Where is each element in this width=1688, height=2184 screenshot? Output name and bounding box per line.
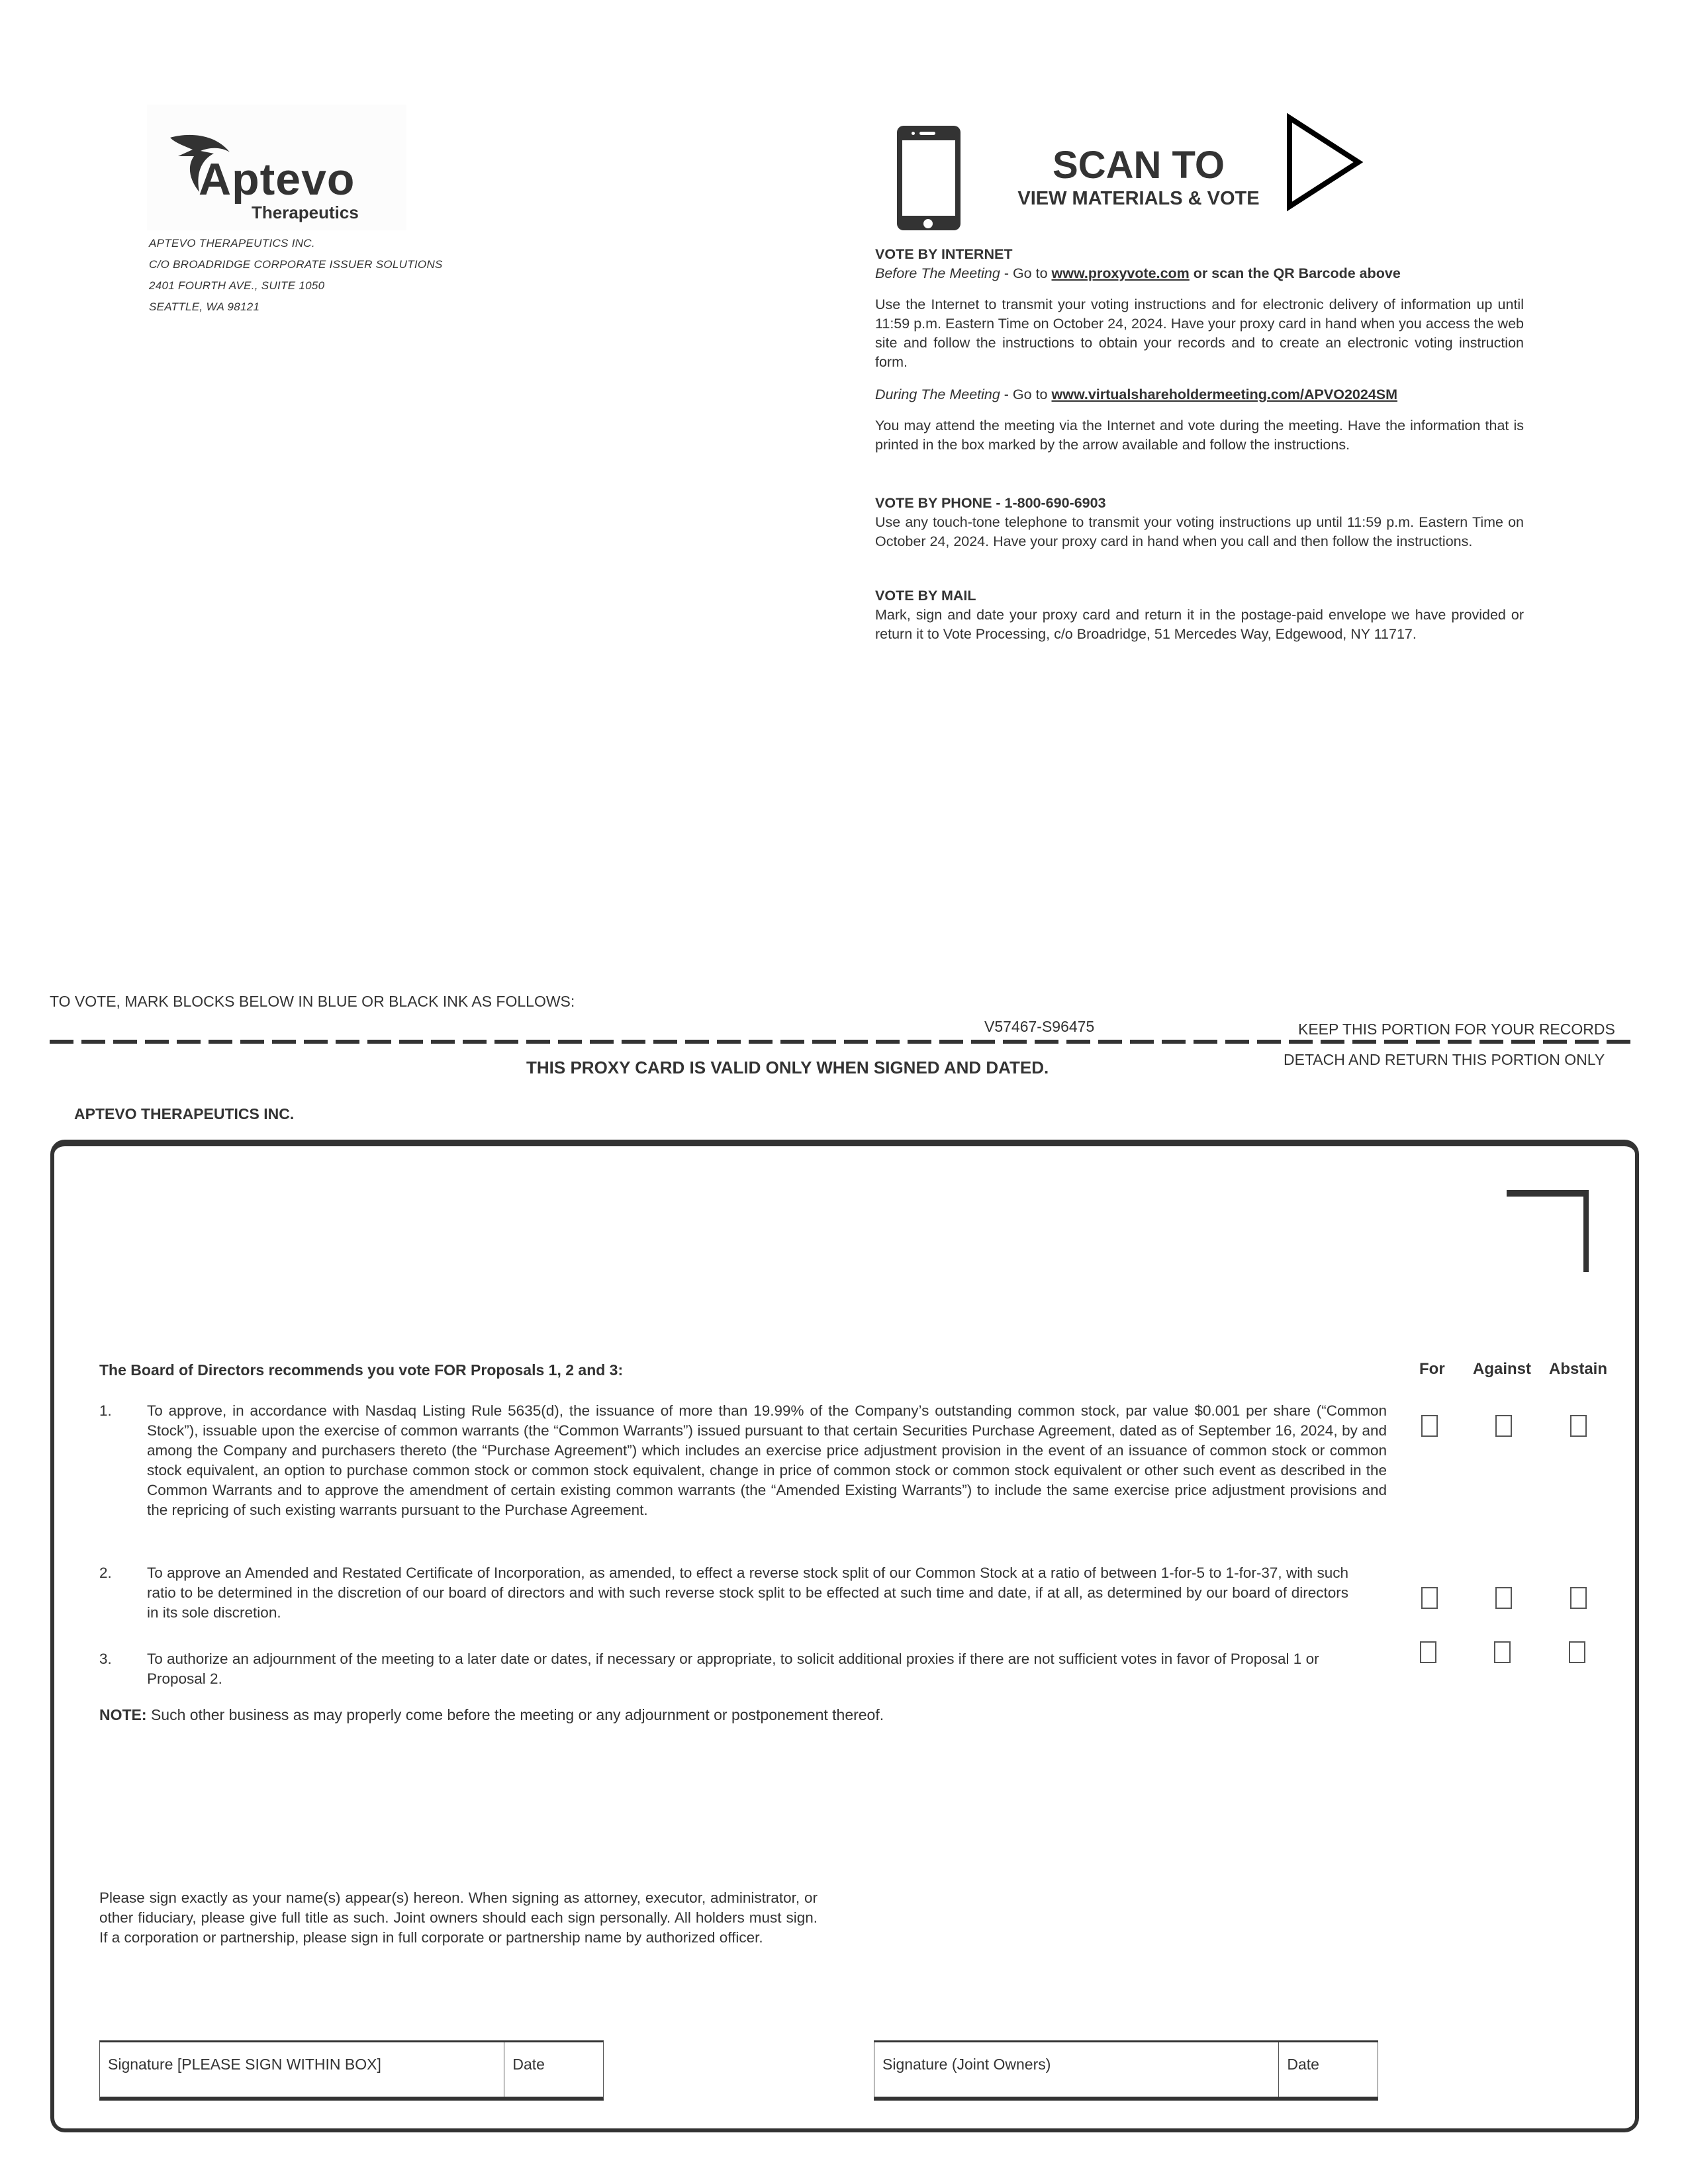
proposal-1: [99, 1401, 1387, 1540]
before-meeting-body: Use the Internet to transmit your voting instructions and for electronic delivery of information up until 11:59 p.m. Eastern Time on October 24, 2024. Have your proxy card in hand when you access the web site and follow the instructions to obtain your records and to create an electronic voting instruction form.: [875, 296, 1524, 370]
note-text: [99, 1706, 884, 1724]
address-line-4: SEATTLE, WA 98121: [149, 300, 260, 313]
proposal-text: To authorize an adjournment of the meeting to a later date or dates, if necessary or appropriate, to solicit additional proxies if there are not sufficient votes in favor of Proposal 1 or Proposal 2.: [147, 1651, 1319, 1687]
vote-by-phone-section: [875, 494, 1524, 551]
column-header-abstain: Abstain: [1549, 1360, 1608, 1378]
proposal-number: 2.: [99, 1565, 112, 1581]
keep-portion-label: KEEP THIS PORTION FOR YOUR RECORDS: [1298, 1021, 1615, 1038]
goto-text: - Go to: [1000, 387, 1052, 402]
address-line-2: C/O BROADRIDGE CORPORATE ISSUER SOLUTIONS: [149, 258, 443, 271]
scan-subtitle: VIEW MATERIALS & VOTE: [1017, 188, 1260, 209]
logo-subtitle: Therapeutics: [252, 203, 359, 222]
control-code: V57467-S96475: [984, 1018, 1095, 1035]
proposal-3-against-checkbox[interactable]: [1494, 1641, 1511, 1663]
signature-label: Signature [PLEASE SIGN WITHIN BOX]: [108, 2056, 381, 2073]
proposal-text: To approve an Amended and Restated Certificate of Incorporation, as amended, to effect a reverse stock split of our Common Stock at a ratio of between 1-for-5 to 1-for-37, with such ratio to be determined in the discretion of our board of directors and with such reverse stock split to be effected at such time and date, if at all, as determined by our board of directors in its sole discretion.: [147, 1565, 1348, 1621]
vote-by-mail-section: [875, 586, 1524, 644]
vote-by-internet-section: [875, 245, 1524, 455]
address-line-1: APTEVO THERAPEUTICS INC.: [149, 237, 315, 250]
proposal-number: 1.: [99, 1402, 112, 1419]
column-header-for: For: [1419, 1360, 1445, 1378]
goto-text: - Go to: [1000, 265, 1052, 281]
address-line-3: 2401 FOURTH AVE., SUITE 1050: [149, 279, 325, 292]
joint-date-field[interactable]: [1278, 2042, 1378, 2097]
proposal-1-for-checkbox[interactable]: [1421, 1415, 1438, 1437]
proposal-1-abstain-checkbox[interactable]: [1570, 1415, 1587, 1437]
logo-wordmark: Aptevo: [199, 154, 355, 205]
signature-box-joint: [874, 2040, 1378, 2101]
proposal-2-abstain-checkbox[interactable]: [1570, 1587, 1587, 1609]
scan-qr-text: or scan the QR Barcode above: [1189, 265, 1401, 281]
proxy-card-border: [50, 1140, 1639, 2132]
joint-signature-field[interactable]: [874, 2042, 1278, 2097]
scan-title: SCAN TO: [1053, 144, 1225, 187]
proposal-1-against-checkbox[interactable]: [1495, 1415, 1512, 1437]
company-name: APTEVO THERAPEUTICS INC.: [74, 1105, 295, 1122]
mark-instructions: TO VOTE, MARK BLOCKS BELOW IN BLUE OR BLACK INK AS FOLLOWS:: [50, 993, 575, 1010]
signature-box-primary: [99, 2040, 604, 2101]
detach-dashed-line: [50, 1040, 1638, 1044]
signature-label: Signature (Joint Owners): [882, 2056, 1051, 2073]
vote-by-mail-heading: VOTE BY MAIL: [875, 588, 976, 604]
before-meeting-label: Before The Meeting: [875, 265, 1000, 281]
proposal-2-for-checkbox[interactable]: [1421, 1587, 1438, 1609]
vote-by-phone-heading: VOTE BY PHONE - 1-800-690-6903: [875, 495, 1106, 511]
proposal-2: [99, 1563, 1387, 1626]
corner-mark: [1507, 1190, 1589, 1272]
vote-by-internet-heading: VOTE BY INTERNET: [875, 246, 1013, 262]
proposal-text: To approve, in accordance with Nasdaq Listing Rule 5635(d), the issuance of more than 19.99% of the Company’s outstanding common stock, par value $0.001 per share (“Common Stock”), issuable upon the exercise of common warrants (the “Common Warrants”) issued pursuant to that certain Securities Purchase Agreement, dated as of September 16, 2024, by and among the Company and purchasers thereto (the “Purchase Agreement”) which includes an exercise price adjustment provision in the event of an issuance of common stock or common stock equivalent, an option to purchase common stock or common stock equivalent, change in price of common stock or common stock equivalent or other such event as described in the Common Warrants and to approve the amendment of certain existing common warrants (the “Amended Existing Warrants”) to include the same exercise price adjustment provisions and the repricing of such existing warrants pursuant to the Purchase Agreement.: [147, 1402, 1387, 1518]
virtual-meeting-link[interactable]: www.virtualshareholdermeeting.com/APVO2024SM: [1051, 387, 1398, 402]
note-label: NOTE:: [99, 1706, 147, 1723]
vote-by-mail-body: Mark, sign and date your proxy card and return it in the postage-paid envelope we have provided or return it to Vote Processing, c/o Broadridge, 51 Mercedes Way, Edgewood, NY 11717.: [875, 607, 1524, 642]
during-meeting-body: You may attend the meeting via the Internet and vote during the meeting. Have the information that is printed in the box marked by the arrow available and follow the instructions.: [875, 418, 1524, 453]
date-label: Date: [512, 2056, 545, 2073]
proxyvote-link[interactable]: www.proxyvote.com: [1051, 265, 1190, 281]
arrow-triangle-icon: [1284, 113, 1364, 212]
vote-by-phone-body: Use any touch-tone telephone to transmit your voting instructions up until 11:59 p.m. Eastern Time on October 24, 2024. Have your proxy card in hand when you call and then follow the instructions.: [875, 514, 1524, 549]
detach-portion-label: DETACH AND RETURN THIS PORTION ONLY: [1284, 1051, 1605, 1068]
proposal-3-for-checkbox[interactable]: [1420, 1641, 1436, 1663]
date-label: Date: [1287, 2056, 1319, 2073]
proposal-number: 3.: [99, 1651, 112, 1667]
column-header-against: Against: [1473, 1360, 1532, 1378]
proposal-3-abstain-checkbox[interactable]: [1569, 1641, 1585, 1663]
signing-instructions: Please sign exactly as your name(s) appear(s) hereon. When signing as attorney, executor, administrator, or other fiduciary, please give full title as such. Joint owners should each sign personally. All holders must sign. If a corporation or partnership, please sign in full corporate or partnership name by authorized officer.: [99, 1889, 818, 1946]
proposal-3: [99, 1649, 1387, 1692]
board-recommendation: The Board of Directors recommends you vote FOR Proposals 1, 2 and 3:: [99, 1361, 624, 1379]
note-body: Such other business as may properly come before the meeting or any adjournment or postponement thereof.: [146, 1706, 884, 1723]
during-meeting-label: During The Meeting: [875, 387, 1000, 402]
smartphone-icon: [897, 126, 961, 230]
valid-notice: THIS PROXY CARD IS VALID ONLY WHEN SIGNED AND DATED.: [526, 1058, 1049, 1077]
date-field[interactable]: [504, 2042, 603, 2097]
signature-field[interactable]: [100, 2042, 504, 2097]
proposal-2-against-checkbox[interactable]: [1495, 1587, 1512, 1609]
